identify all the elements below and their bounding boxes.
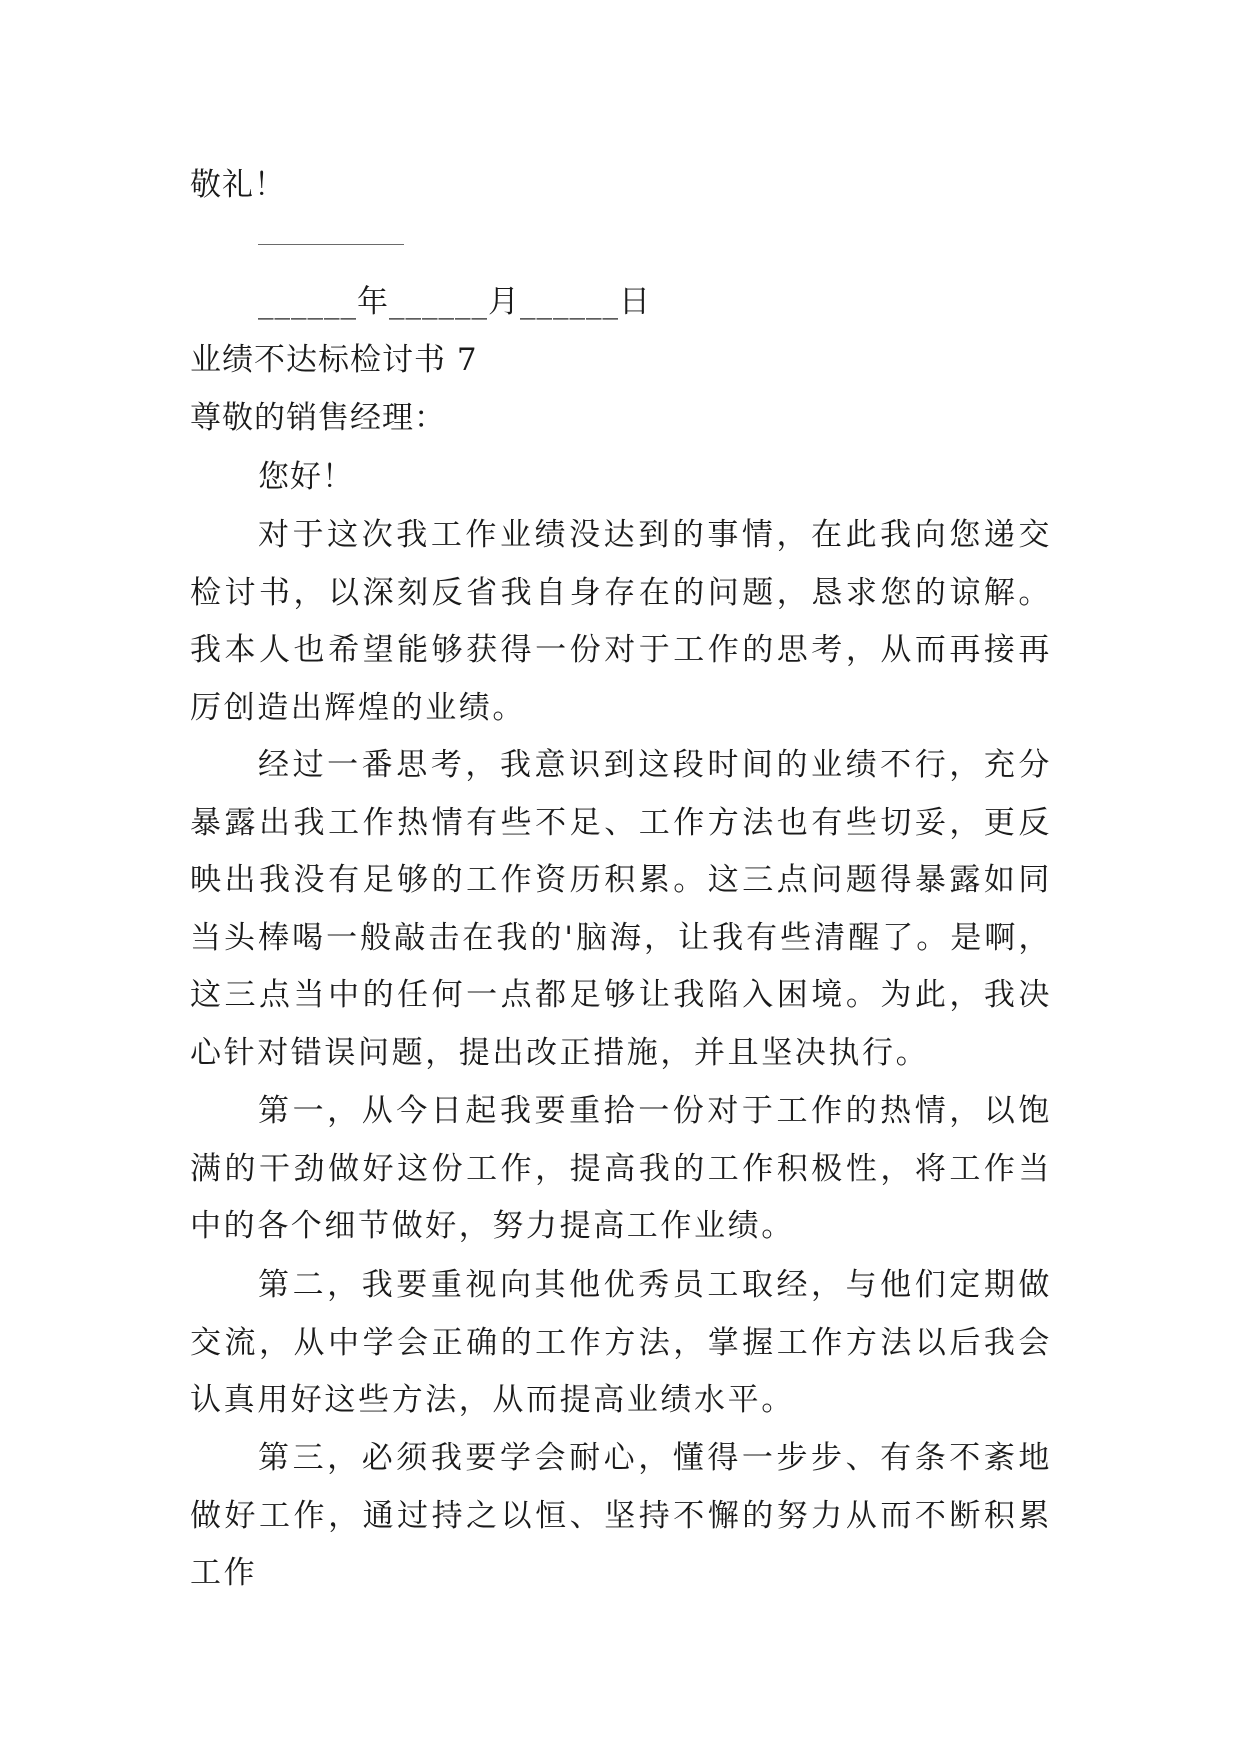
paragraph-point-two: 第二，我要重视向其他优秀员工取经，与他们定期做交流，从中学会正确的工作方法，掌握工作方法以后我会认真用好这些方法，从而提高业绩水平。	[190, 1267, 1052, 1419]
paragraph-point-one: 第一，从今日起我要重拾一份对于工作的热情，以饱满的干劲做好这份工作，提高我的工作积极性，将工作当中的各个细节做好，努力提高工作业绩。	[190, 1093, 1052, 1245]
document-title: 业绩不达标检讨书 7	[190, 342, 478, 378]
date-line: ______年______月______日	[258, 284, 651, 320]
paragraph-point-three: 第三，必须我要学会耐心，懂得一步步、有条不紊地做好工作，通过持之以恒、坚持不懈的努力从而不断积累工作	[190, 1440, 1052, 1592]
closing-salute: 敬礼！	[190, 167, 286, 203]
salutation: 尊敬的销售经理：	[190, 400, 446, 436]
paragraph-reflection: 经过一番思考，我意识到这段时间的业绩不行，充分暴露出我工作热情有些不足、工作方法也有些切妥，更反映出我没有足够的工作资历积累。这三点问题得暴露如同当头棒喝一般敲击在我的'脑海，让我有些清醒了。是啊，这三点当中的任何一点都足够让我陷入困境。为此，我决心针对错误问题，提出改正措施，并且坚决执行。	[190, 747, 1052, 1071]
greeting: 您好！	[258, 459, 354, 495]
signature-line	[258, 244, 404, 245]
paragraph-intro: 对于这次我工作业绩没达到的事情，在此我向您递交检讨书，以深刻反省我自身存在的问题，恳求您的谅解。我本人也希望能够获得一份对于工作的思考，从而再接再厉创造出辉煌的业绩。	[190, 517, 1052, 726]
